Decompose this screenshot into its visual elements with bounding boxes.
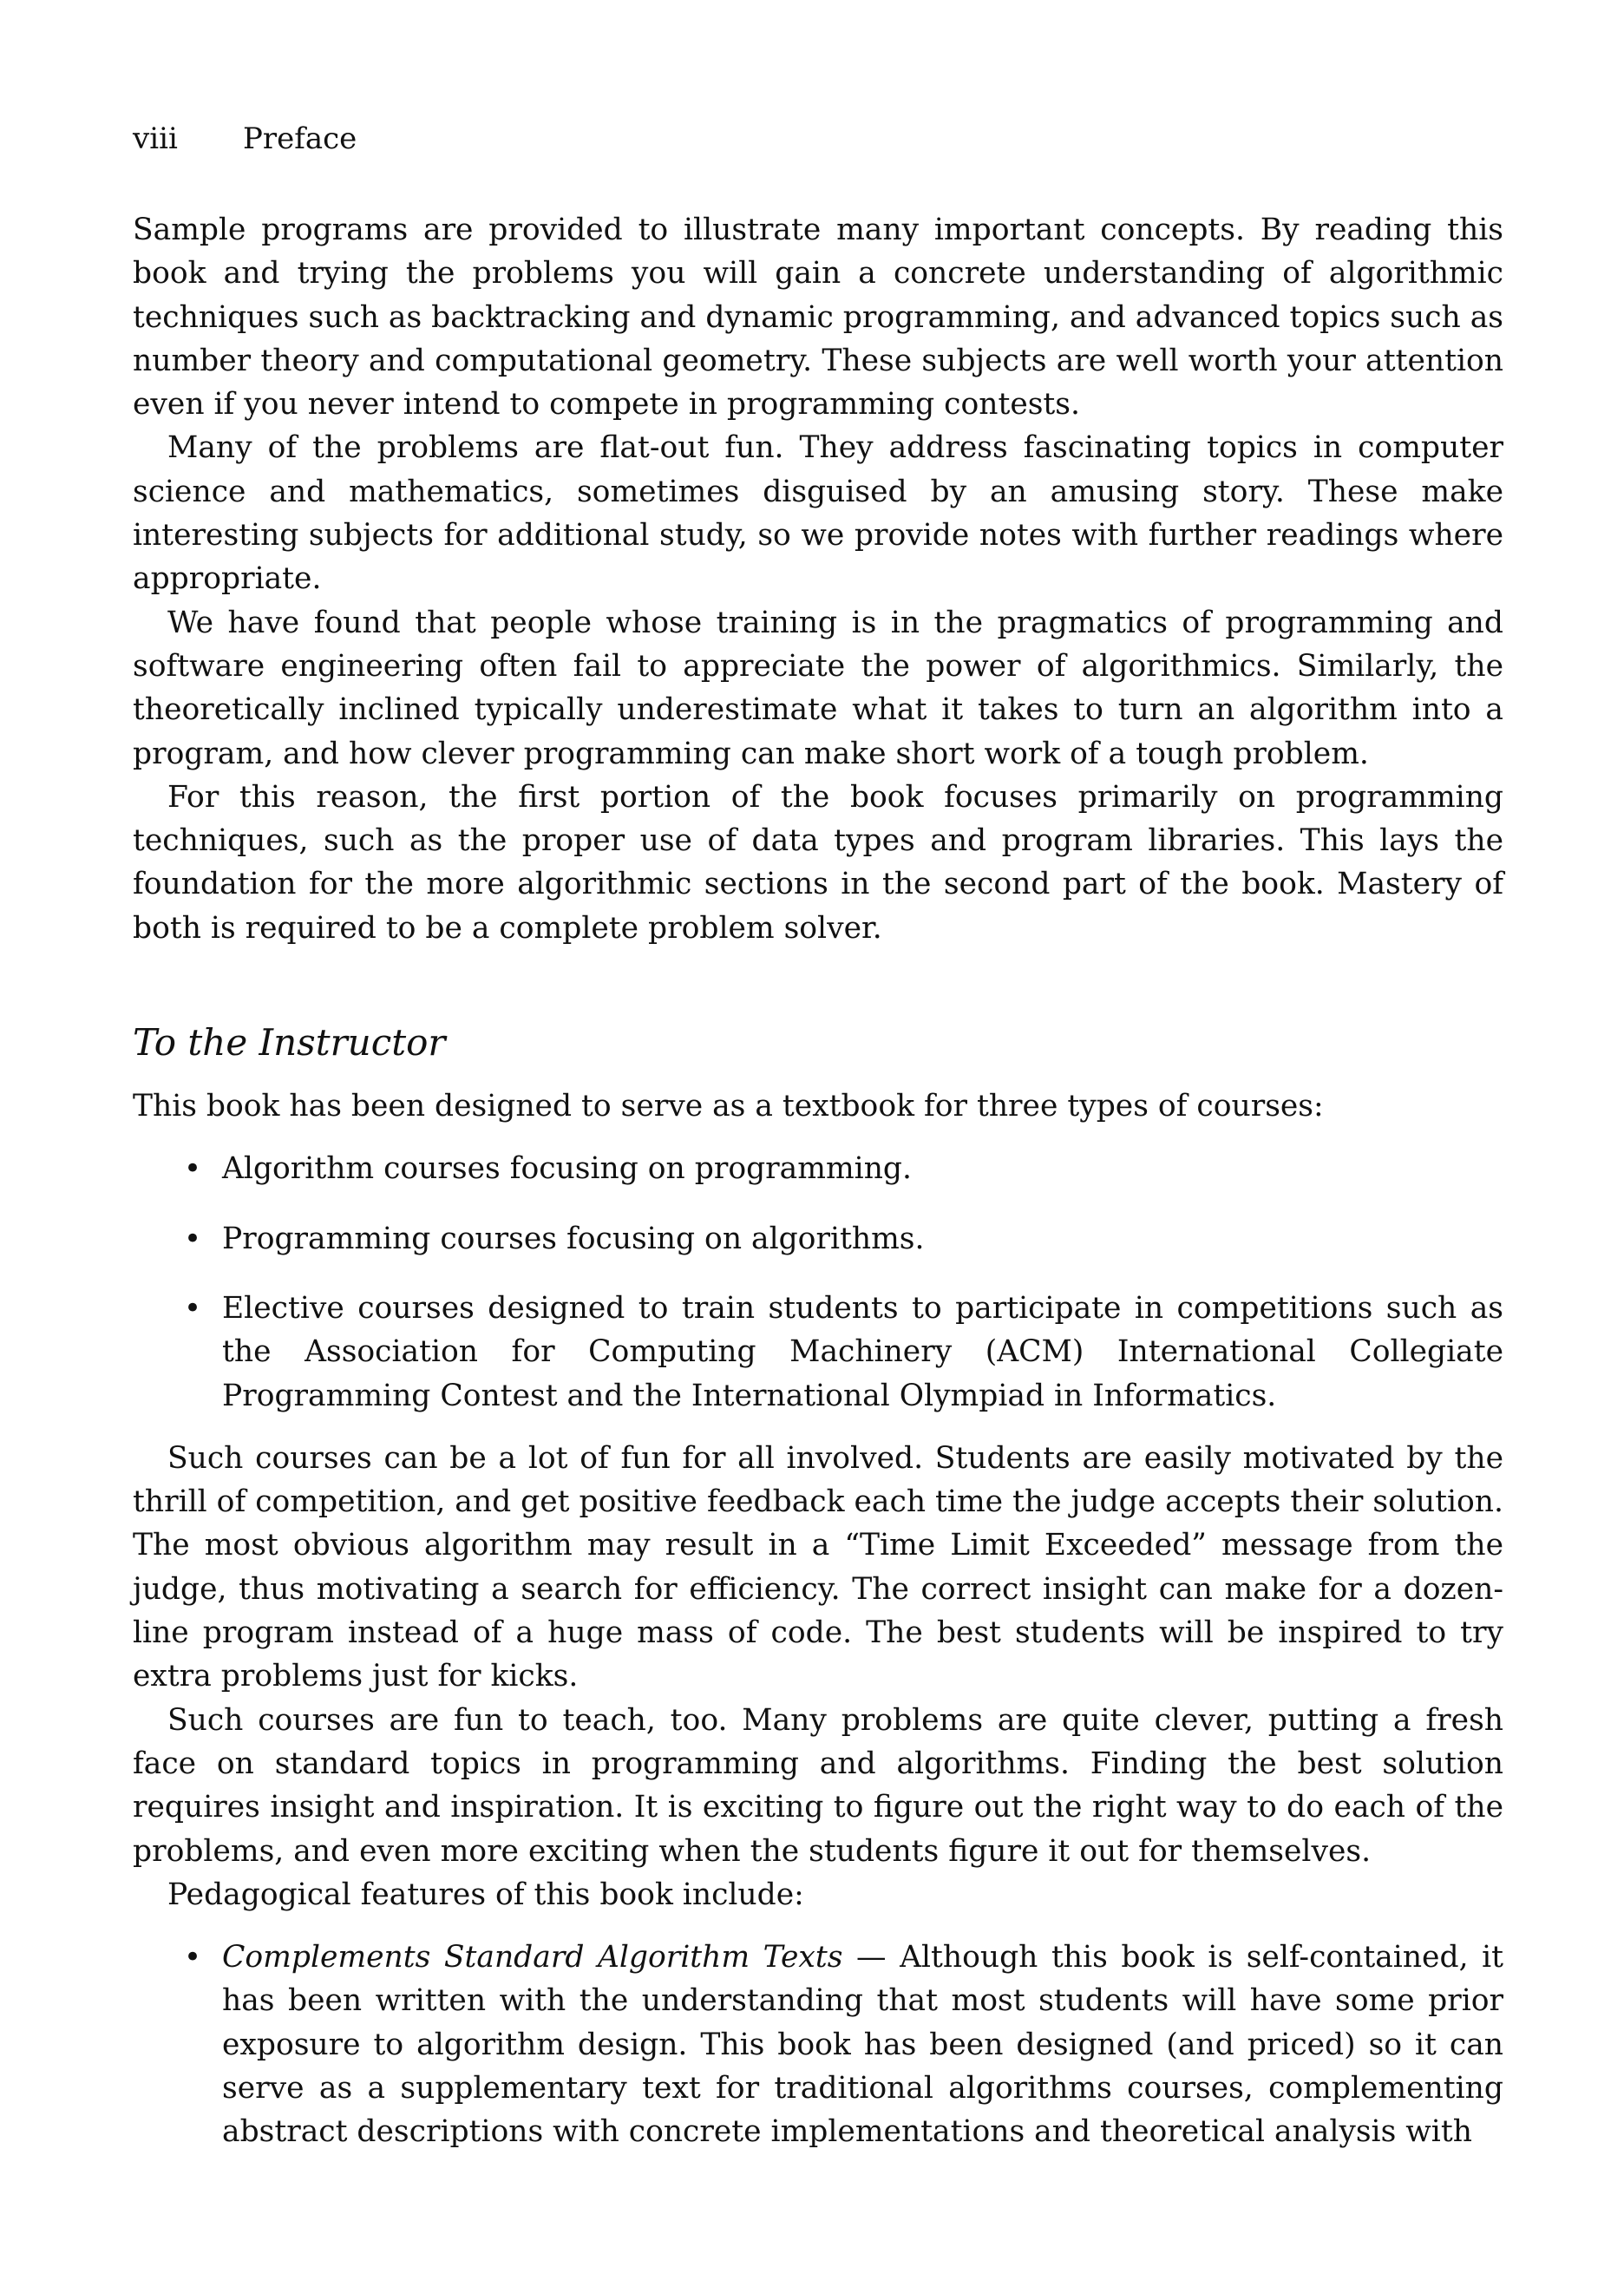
book-page <box>133 121 1503 2173</box>
feature-item <box>133 1936 1503 2153</box>
running-title: Preface <box>243 121 357 156</box>
intro-paragraph: Many of the problems are flat-out fun. They address fascinating topics in computer science and mathematics, sometimes disguised by an amusing story. These make interesting subjects for additional study, so we provide notes with further readings where appropriate. <box>133 430 1503 597</box>
bullet: • <box>184 1940 202 1975</box>
section-paragraph: Such courses can be a lot of fun for all involved. Students are easily motivated by the thrill of competition, and get positive feedback each time the judge accepts their solution. The most obvious algorithm may result in a “Time Limit Exceeded” message from the judge, thus motivating a search for efficiency. The correct insight can make for a dozen-line program instead of a huge mass of code. The best students will be inspired to try extra problems just for kicks. <box>133 1440 1503 1694</box>
bullet: • <box>184 1221 202 1256</box>
intro-paragraph: For this reason, the first portion of the book focuses primarily on programming techniques, such as the proper use of data types and program libraries. This lays the foundation for the more algorithmic sections in the second part of the book. Mastery of both is required to be a complete problem solver. <box>133 779 1503 946</box>
features-list <box>133 1936 1503 2153</box>
section-paragraph: Pedagogical features of this book include: <box>167 1877 804 1912</box>
running-header <box>133 121 1503 156</box>
course-types-list <box>133 1147 1503 1417</box>
intro-paragraph: Sample programs are provided to illustrate many important concepts. By reading this book and trying the problems you will gain a concrete understanding of algorithmic techniques such as backtracking and dynamic programming, and advanced topics such as number theory and computational geometry. These subjects are well worth your attention even if you never intend to compete in programming contests. <box>133 213 1503 423</box>
list-item-text: Elective courses designed to train students to participate in competitions such as the Association for Computing Machinery (ACM) International Collegiate Programming Contest and the International Olympiad in Informatics. <box>222 1290 1503 1413</box>
section-lead: This book has been designed to serve as a textbook for three types of courses: <box>133 1089 1324 1124</box>
feature-text: Although this book is self-contained, it has been written with the understanding that most students will have some prior exposure to algorithm design. This book has been designed (and priced) so it can serve as a supplementary text for traditional algorithms courses, complementing abstract descriptions with concrete implementations and theoretical analysis with <box>222 1940 1503 2150</box>
list-item <box>133 1287 1503 1418</box>
bullet: • <box>184 1151 202 1187</box>
list-item-text: Programming courses focusing on algorithms. <box>222 1221 925 1256</box>
feature-title: Complements Standard Algorithm Texts <box>222 1940 843 1975</box>
page-number: viii <box>133 121 178 156</box>
section-heading: To the Instructor <box>133 1021 446 1065</box>
body-text <box>133 208 1503 2154</box>
list-item <box>133 1147 1503 1190</box>
list-item <box>133 1217 1503 1261</box>
bullet: • <box>184 1290 202 1326</box>
list-item-text: Algorithm courses focusing on programming. <box>222 1151 912 1187</box>
intro-paragraph: We have found that people whose training is in the pragmatics of programming and software engineering often fail to appreciate the power of algorithmics. Similarly, the theoretically inclined typically underestimate what it takes to turn an algorithm into a program, and how clever programming can make short work of a tough problem. <box>133 605 1503 771</box>
section-paragraph: Such courses are fun to teach, too. Many problems are quite clever, putting a fresh face on standard topics in programming and algorithms. Finding the best solution requires insight and inspiration. It is exciting to figure out the right way to do each of the problems, and even more exciting when the students figure it out for themselves. <box>133 1702 1503 1869</box>
feature-dash: — <box>842 1940 900 1975</box>
